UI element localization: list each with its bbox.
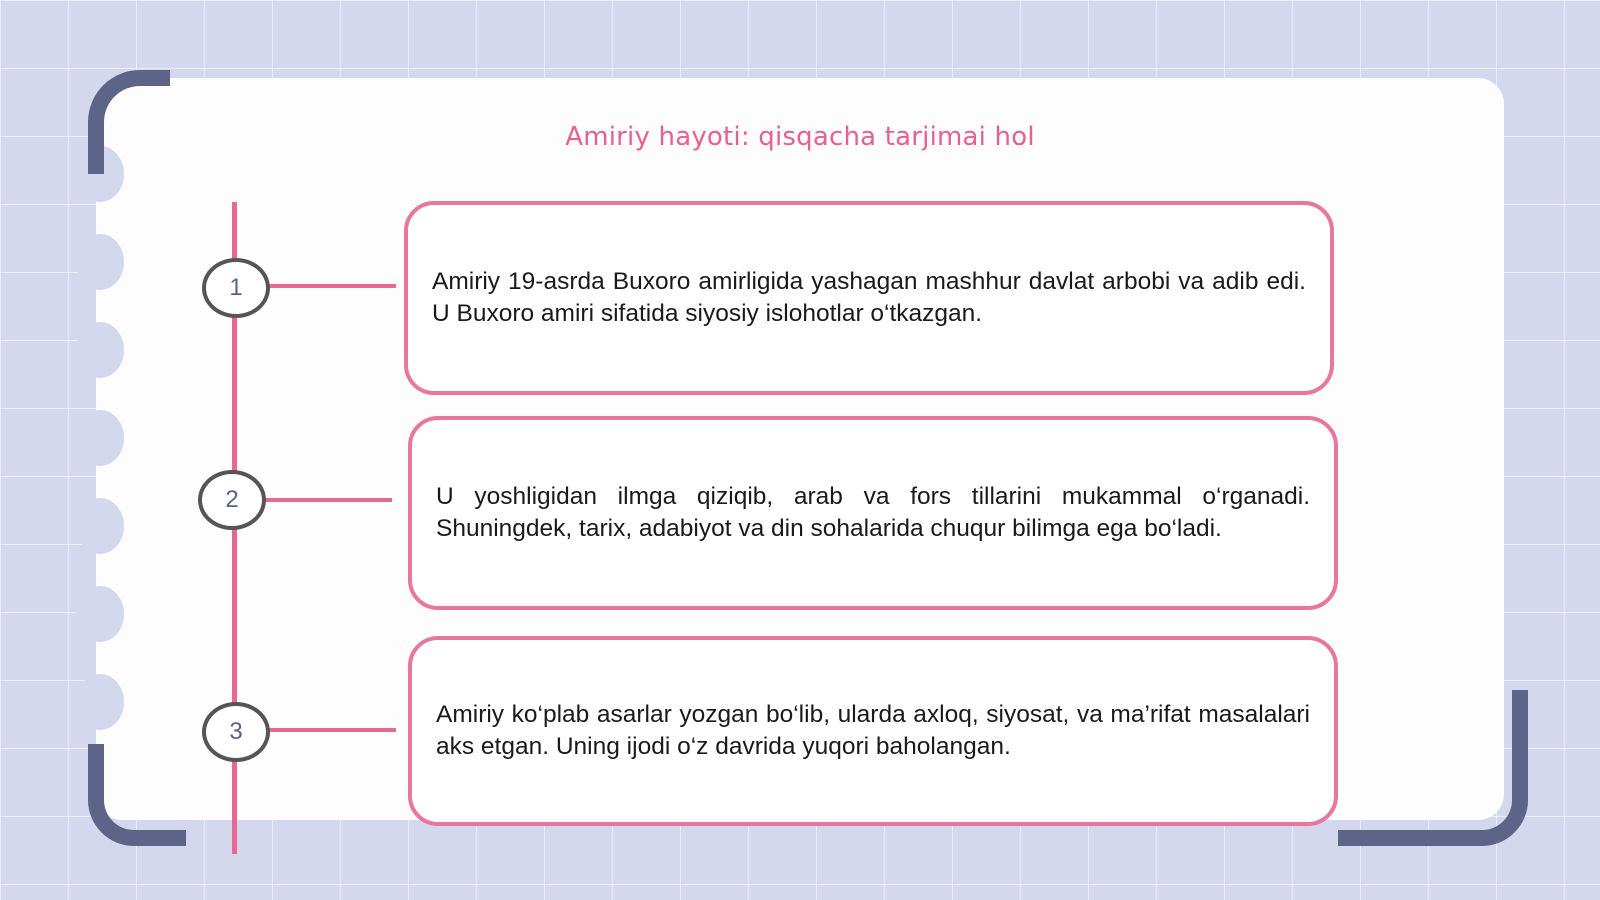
- notebook-hole: [76, 586, 124, 642]
- frame-corner-bottom-left: [88, 744, 186, 846]
- timeline-step-number: 3: [202, 702, 270, 762]
- timeline-card-text: Amiriy 19-asrda Buxoro amirligida yashagan mashhur davlat arbobi va adib edi. U Buxoro amiri sifatida siyosiy islohotlar o‘tkazgan.: [432, 268, 1306, 327]
- timeline-card: [408, 416, 1338, 610]
- timeline-step-number: 2: [198, 470, 266, 530]
- timeline-connector: [266, 728, 396, 732]
- frame-corner-bottom-right: [1338, 690, 1528, 846]
- timeline-card: [408, 636, 1338, 826]
- notebook-hole: [76, 410, 124, 466]
- timeline-step-number: 1: [202, 258, 270, 318]
- timeline-connector: [266, 284, 396, 288]
- notebook-hole: [76, 674, 124, 730]
- slide-title: Amiriy hayoti: qisqacha tarjimai hol: [565, 122, 1035, 152]
- notebook-hole: [76, 498, 124, 554]
- timeline-card-text: Amiriy ko‘plab asarlar yozgan bo‘lib, ularda axloq, siyosat, va ma’rifat masalalari aks etgan. Uning ijodi o‘z davrida yuqori baholangan.: [436, 701, 1310, 760]
- timeline-card: [404, 201, 1334, 395]
- timeline-connector: [262, 498, 392, 502]
- timeline-card-text: U yoshligidan ilmga qiziqib, arab va fors tillarini mukammal o‘rganadi. Shuningdek, tarix, adabiyot va din sohalarida chuqur bilimga ega bo‘ladi.: [436, 483, 1310, 542]
- notebook-hole: [76, 234, 124, 290]
- notebook-hole: [76, 322, 124, 378]
